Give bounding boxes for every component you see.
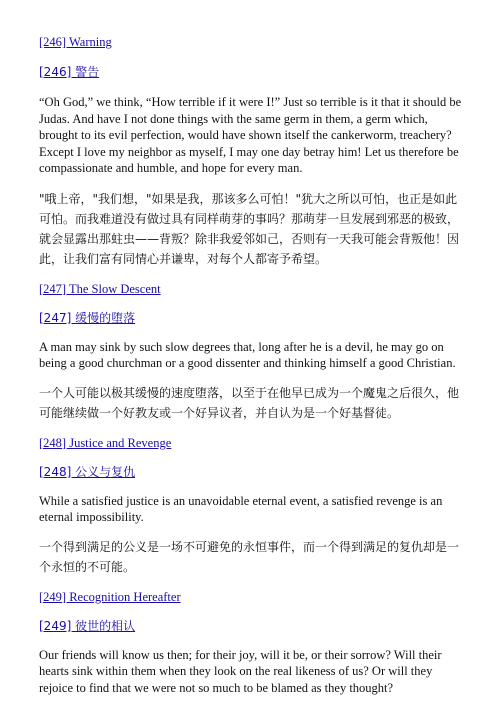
entry-text-en-249: Our friends will know us then; for their joy, will it be, or their sorrow? Will their hearts sink within them when they look on the real likeness of us? Or will they rejoice to find that we were not so much to be blamed as they thought? [39,647,442,695]
entry-text-en-246: “Oh God,” we think, “How terrible if it were I!” Just so terrible is it that it should be Judas. And have I not done things with the same germ in them, a germ which, brought to its evil perfection, would have shown itself the cankerworm, treachery? Except I love my neighbor as myself, I may one day betray him! Let us therefore be compassionate and humble, and hope for every man. [39,95,462,175]
entry-text-en-247: A man may sink by such slow degrees that, long after he is a devil, he may go on being a good churchman or a good dissenter and thinking himself a good Christian. [39,339,456,370]
entry-link-en-248[interactable]: [248] Justice and Revenge [39,435,172,450]
entry-link-zh-248[interactable]: [248] 公义与复仇 [39,464,136,479]
entry-link-en-247[interactable]: [247] The Slow Descent [39,281,161,296]
entry-link-en-246[interactable]: [246] Warning [39,35,112,49]
entry-link-zh-249[interactable]: [249] 彼世的相认 [39,618,136,633]
entry-text-en-248: While a satisfied justice is an unavoidable eternal event, a satisfied revenge is an eternal impossibility. [39,493,443,524]
entry-link-zh-246[interactable]: [246] 警告 [39,65,100,79]
entry-text-zh-247: 一个人可能以极其缓慢的速度堕落，以至于在他早已成为一个魔鬼之后很久，他可能继续做一个好教友或一个好异议者，并自认为是一个好基督徒。 [39,385,460,420]
entry-link-en-249[interactable]: [249] Recognition Hereafter [39,589,181,604]
entry-text-zh-248: 一个得到满足的公义是一场不可避免的永恒事件，而一个得到满足的复仇却是一个永恒的不可能。 [39,539,460,574]
document-page [39,33,467,696]
entry-text-zh-246: "哦上帝，"我们想，"如果是我，那该多么可怕！"犹大之所以可怕，也正是如此可怕。而我难道没有做过具有同样萌芽的事吗？那萌芽一旦发展到邪恶的极致，就会显露出那蛀虫——背叛？除非我爱邻如己，否则有一天我可能会背叛他！因此，让我们富有同情心并谦卑，对每个人都寄予希望。 [39,191,460,266]
entry-link-zh-247[interactable]: [247] 缓慢的堕落 [39,310,136,325]
